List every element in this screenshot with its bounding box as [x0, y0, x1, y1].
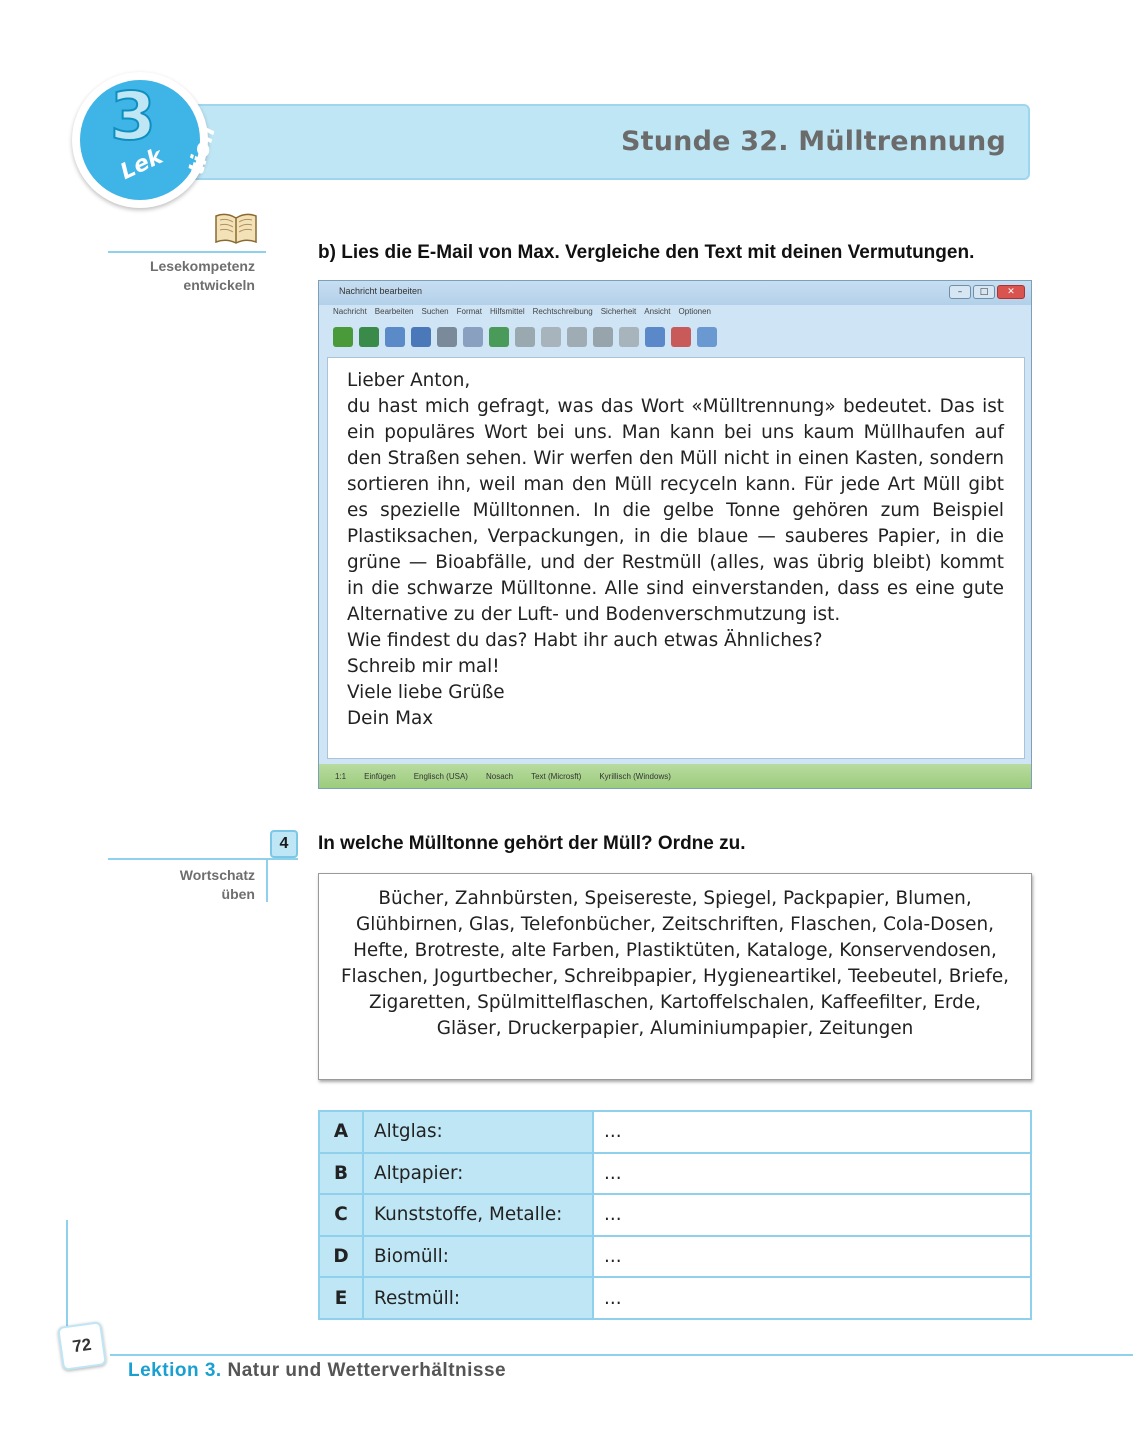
row-letter: D: [319, 1236, 363, 1278]
preview-icon[interactable]: [463, 327, 483, 347]
vocab-label-line: [108, 858, 298, 860]
minimize-icon[interactable]: –: [949, 285, 971, 299]
row-category: Altpapier:: [363, 1153, 593, 1195]
email-window: [318, 280, 1032, 789]
open-book-icon: [214, 210, 258, 246]
row-category: Biomüll:: [363, 1236, 593, 1278]
page-title: Stunde 32. Mülltrennung: [620, 126, 1006, 157]
row-answer[interactable]: ...: [593, 1236, 1031, 1278]
address-book-icon[interactable]: [411, 327, 431, 347]
menu-sicherheit[interactable]: Sicherheit: [600, 307, 637, 316]
status-item-4: Nosach: [485, 771, 514, 781]
menu-format[interactable]: Format: [456, 307, 482, 316]
status-mode: Einfügen: [364, 771, 396, 781]
document-icon[interactable]: [697, 327, 717, 347]
footer-lesson-topic: Natur und Wetterverhältnisse: [227, 1360, 507, 1381]
send-icon[interactable]: [333, 327, 353, 347]
window-statusbar: [319, 764, 1031, 788]
window-menubar: [333, 307, 711, 316]
lesson-badge-circle: [80, 78, 221, 200]
menu-optionen[interactable]: Optionen: [678, 307, 711, 316]
row-category: Restmüll:: [363, 1277, 593, 1319]
footer-lesson-label: Lektion 3.: [128, 1360, 222, 1381]
word-bank: Bücher, Zahnbürsten, Speisereste, Spiegel, Packpapier, Blumen, Glühbirnen, Glas, Telefonbücher, Zeitschriften, Flaschen, Cola-Dosen, Hefte, Brotreste, alte Farben, Plastiktüten, Kataloge, Konservendosen, Flaschen, Jogurtbecher, Schreibpapier, Hygieneartikel, Teebeutel, Briefe, Zigaretten, Spülmittelflaschen, Kartoffelschalen, Kaffeefilter, Erde, Gläser, Druckerpapier, Aluminiumpapier, Zeitungen: [318, 873, 1032, 1080]
menu-ansicht[interactable]: Ansicht: [644, 307, 671, 316]
task-number-badge: 4: [270, 830, 298, 858]
email-question: Wie findest du das? Habt ihr auch etwas Ähnliches?: [347, 630, 823, 651]
email-greeting: Lieber Anton,: [347, 370, 471, 391]
menu-hilfsmittel[interactable]: Hilfsmittel: [489, 307, 525, 316]
row-answer[interactable]: ...: [593, 1194, 1031, 1236]
lesson-number: 3: [110, 78, 156, 155]
email-body[interactable]: [327, 357, 1025, 759]
vocab-label-line2: üben: [221, 886, 255, 902]
footer-line: [110, 1354, 1133, 1356]
menu-suchen[interactable]: Suchen: [421, 307, 449, 316]
window-controls: [949, 285, 1025, 299]
lesson-word-part1: Lek: [116, 143, 167, 186]
table-row: [319, 1236, 1031, 1278]
reading-skill-label: [108, 257, 255, 295]
window-title: Nachricht bearbeiten: [339, 286, 423, 296]
reading-label-line1: Lesekompetenz: [149, 258, 255, 274]
row-letter: B: [319, 1153, 363, 1195]
email-closing-1: Schreib mir mal!: [347, 656, 500, 677]
vocab-label-line1: Wortschatz: [179, 867, 255, 883]
status-position: 1:1: [335, 771, 347, 781]
footer-vertical-line: [66, 1220, 68, 1330]
vocab-skill-label: [108, 866, 255, 904]
print-icon[interactable]: [437, 327, 457, 347]
row-answer[interactable]: ...: [593, 1277, 1031, 1319]
footer-lesson: [128, 1360, 506, 1382]
status-format[interactable]: Text (Microsft): [531, 771, 582, 781]
row-letter: C: [319, 1194, 363, 1236]
status-language[interactable]: Englisch (USA): [413, 771, 468, 781]
task-b-heading: b) Lies die E-Mail von Max. Vergleiche den Text mit deinen Vermutungen.: [318, 242, 975, 263]
folder-red-icon[interactable]: [671, 327, 691, 347]
menu-rechtschreibung[interactable]: Rechtschreibung: [532, 307, 593, 316]
window-toolbar: [333, 327, 717, 347]
lesson-word-part2: tion: [184, 123, 221, 178]
vocab-label-vline: [266, 858, 268, 902]
copy-icon[interactable]: [567, 327, 587, 347]
redo-icon[interactable]: [515, 327, 535, 347]
row-answer[interactable]: ...: [593, 1111, 1031, 1153]
format-icon[interactable]: [619, 327, 639, 347]
email-paragraph: du hast mich gefragt, was das Wort «Mülltrennung» bedeutet. Das ist ein populäres Wort bei uns. Man kann bei uns kaum Müllhaufen auf den Straßen sehen. Wir werfen den Müll nicht in einen Kasten, sondern sortieren ihn, weil man den Müll recyceln kann. Für jede Art Müll gibt es spezielle Mülltonnen. In die gelbe Tonne gehören zum Beispiel Plastiksachen, Verpackungen, in die blaue — sauberes Papier, in die grüne — Bioabfälle, und der Restmüll (alles, was übrig bleibt) kommt in die schwarze Mülltonne. Alle sind einverstanden, dass es eine gute Alternative zu der Luft- und Bodenverschmutzung ist.: [347, 396, 1004, 625]
row-answer[interactable]: ...: [593, 1153, 1031, 1195]
lesson-badge: [72, 72, 221, 208]
close-icon[interactable]: ✕: [997, 285, 1025, 299]
undo-icon[interactable]: [489, 327, 509, 347]
folder-icon[interactable]: [645, 327, 665, 347]
maximize-icon[interactable]: □: [973, 285, 995, 299]
email-signature: Dein Max: [347, 708, 434, 729]
save-icon[interactable]: [359, 327, 379, 347]
cut-icon[interactable]: [541, 327, 561, 347]
row-category: Kunststoffe, Metalle:: [363, 1194, 593, 1236]
row-category: Altglas:: [363, 1111, 593, 1153]
menu-bearbeiten[interactable]: Bearbeiten: [374, 307, 414, 316]
menu-nachricht[interactable]: Nachricht: [333, 307, 367, 316]
table-row: [319, 1153, 1031, 1195]
table-row: [319, 1111, 1031, 1153]
page-number: 72: [57, 1321, 107, 1371]
window-titlebar: [319, 281, 1031, 305]
email-closing-2: Viele liebe Grüße: [347, 682, 505, 703]
table-row: [319, 1194, 1031, 1236]
paste-icon[interactable]: [593, 327, 613, 347]
status-encoding[interactable]: Kyrillisch (Windows): [599, 771, 671, 781]
reading-label-line: [108, 251, 266, 253]
task-4-heading: In welche Mülltonne gehört der Müll? Ordne zu.: [318, 833, 746, 854]
row-letter: E: [319, 1277, 363, 1319]
row-letter: A: [319, 1111, 363, 1153]
header-bar: [190, 104, 1030, 180]
sorting-table: [318, 1110, 1032, 1320]
attach-icon[interactable]: [385, 327, 405, 347]
table-row: [319, 1277, 1031, 1319]
reading-label-line2: entwickeln: [183, 277, 255, 293]
